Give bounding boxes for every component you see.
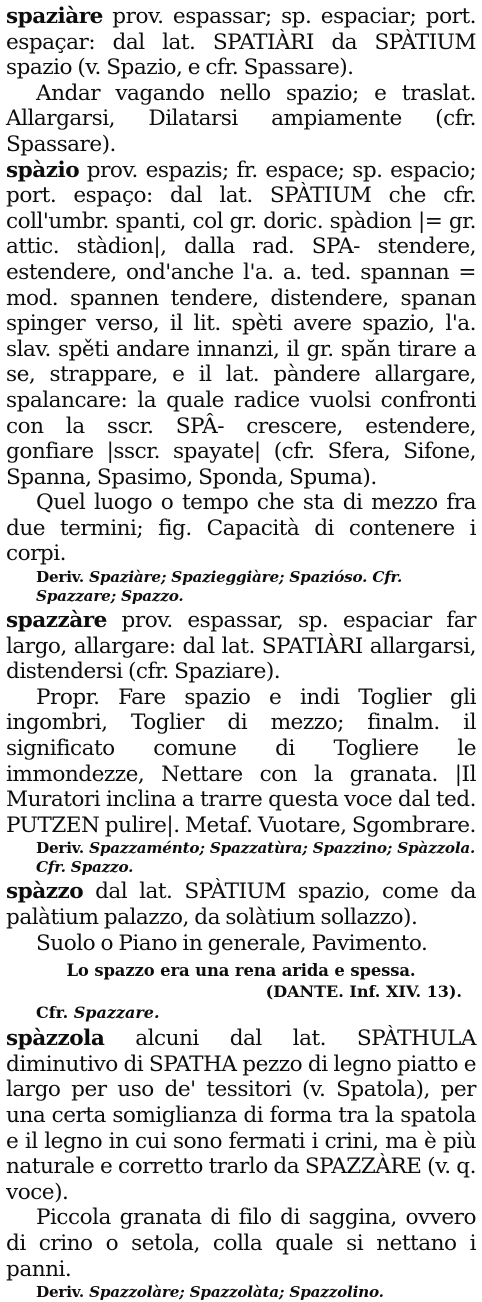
derivatives-line (6, 1283, 476, 1302)
deriv-items: Spazzolàre; Spazzolàta; Spazzolino. (84, 1283, 384, 1302)
entry-spazzare (6, 608, 476, 877)
headword: spazzàre (6, 608, 107, 634)
etymology-text: prov. espazis; fr. espace; sp. espacio; port. espaço: dal lat. SPÀTIUM che cfr. coll'umbr. spanti, col gr. doric. spàdion |= gr. attic. stàdion|, dalla rad. SPA- stendere, estendere, ond'anche l'a. a. ted. spannan = mod. spannen tendere, distendere, spanan spinger verso, il lit. spèti avere spazio, l'a. slav. spěti andare innanzi, il gr. spăn tirare a se, strappare, e il lat. pàndere allargare, spalancare: la quale radice vuolsi confronti con la sscr. SPÂ- crescere, estendere, gonfiare |sscr. spayate| (cfr. Sfera, Sifone, Spanna, Spasimo, Sponda, Spuma). (6, 157, 476, 490)
headword: spàzio (6, 157, 80, 183)
headword: spaziàre (6, 4, 103, 29)
entry-spaziare (6, 4, 476, 158)
derivatives-line (6, 568, 476, 606)
entry-spazzo (6, 879, 476, 1024)
entry-etymology (6, 158, 476, 491)
citation-source: (DANTE. Inf. XIV. 13). (265, 982, 462, 1002)
derivatives-line (6, 839, 476, 877)
etymology-text: prov. espassar; sp. espaciar; port. espaçar: dal lat. SPATIÀRI da SPÀTIUM spazio (v. Spazio, e cfr. Spassare). (6, 4, 476, 81)
entry-spazzola (6, 1026, 476, 1302)
entry-etymology (6, 1026, 476, 1205)
cfr-label: Cfr. (36, 1003, 69, 1023)
entry-definition: Propr. Fare spazio e indi Toglier gli ingombri, Toglier di mezzo; finalm. il significato comune di Togliere le immondezze, Nettare con la granata. |Il Muratori inclina a trarre questa voce dal ted. PUTZEN pulire|. Metaf. Vuotare, Sgombrare. (6, 684, 476, 838)
deriv-items: Spaziàre; Spazieggiàre; Spazióso. Cfr. Spazzare; Spazzo. (36, 568, 403, 606)
entry-etymology (6, 4, 476, 81)
deriv-items: Spazzaménto; Spazzatùra; Spazzino; Spàzzola. Cfr. Spazzo. (36, 839, 476, 877)
deriv-label: Deriv. (36, 1283, 84, 1302)
etymology-text: dal lat. SPÀTIUM spazio, come da palàtium palazzo, da solàtium sollazzo). (6, 879, 476, 930)
cfr-items: Spazzare. (68, 1003, 160, 1023)
entry-etymology (6, 608, 476, 685)
etymology-text: prov. espassar, sp. espaciar far largo, allargare: dal lat. SPATIÀRI allargarsi, distendersi (cfr. Spaziare). (6, 608, 476, 685)
etymology-text: alcuni dal lat. SPÀTHULA diminutivo di SPATHA pezzo di legno piatto e largo per uso de' tessitori (v. Spatola), per una certa somiglianza di forma tra la spatola e il legno in cui sono fermati i crini, ma è più naturale e corretto trarlo da SPAZZÀRE (v. q. voce). (6, 1026, 476, 1205)
citation-quote: Lo spazzo era una rena arida e spessa. (66, 961, 416, 981)
headword: spàzzola (6, 1026, 105, 1052)
entry-definition: Suolo o Piano in generale, Pavimento. (36, 930, 428, 956)
entry-spazio (6, 158, 476, 607)
entry-etymology (6, 879, 476, 930)
deriv-label: Deriv. (36, 839, 84, 858)
entry-definition: Piccola granata di filo di saggina, ovvero di crino o setola, colla quale si nettano i panni. (6, 1205, 476, 1282)
entry-definition: Quel luogo o tempo che sta di mezzo fra due termini; fig. Capacità di contenere i corpi. (6, 490, 476, 567)
entry-definition: Andar vagando nello spazio; e traslat. Allargarsi, Dilatarsi ampiamente (cfr. Spassare). (6, 80, 476, 157)
headword: spàzzo (6, 879, 84, 905)
deriv-label: Deriv. (36, 568, 84, 587)
cfr-line (6, 1002, 476, 1024)
